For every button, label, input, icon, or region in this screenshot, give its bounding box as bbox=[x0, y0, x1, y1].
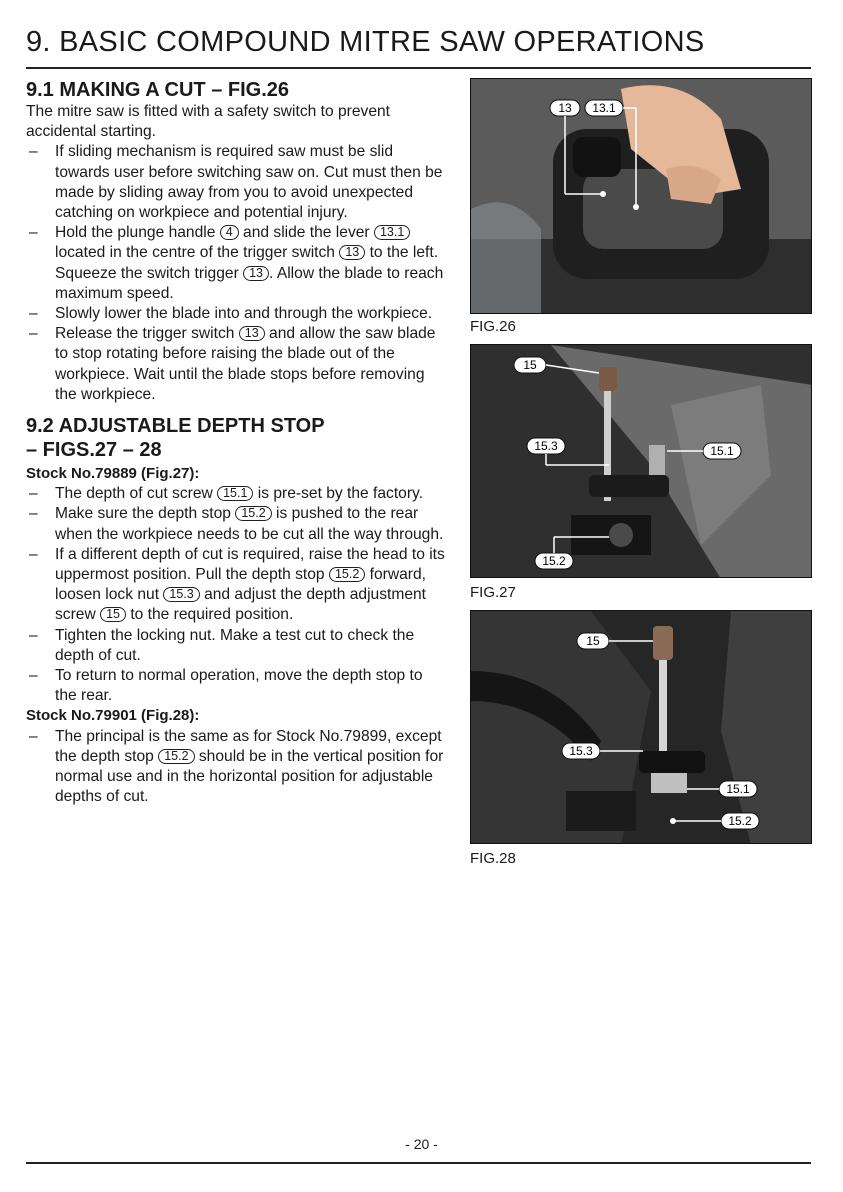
part-ref-badge: 15.1 bbox=[217, 486, 253, 501]
list-item bbox=[26, 666, 446, 706]
list-item bbox=[26, 223, 446, 263]
list-continuation bbox=[26, 264, 446, 304]
section-9-1-intro: The mitre saw is fitted with a safety switch to prevent accidental starting. bbox=[26, 103, 390, 141]
list-item bbox=[26, 324, 446, 405]
text-run: and slide the lever bbox=[243, 224, 370, 242]
list-item bbox=[26, 304, 446, 324]
part-ref-badge: 13 bbox=[239, 326, 265, 341]
fig27-caption: FIG.27 bbox=[470, 584, 516, 601]
text-run: to the left. bbox=[369, 244, 439, 262]
callout-label: 15.3 bbox=[534, 439, 558, 453]
stock-79901-heading: Stock No.79901 (Fig.28): bbox=[26, 707, 200, 725]
list-item bbox=[26, 142, 446, 223]
fig27-photo bbox=[470, 344, 812, 578]
list-item-text: If sliding mechanism is required saw must be slid towards user before switching saw on. Cut must then be made by sliding away from you to avoid unexpected catching on workpiece and potential injury. bbox=[55, 143, 443, 222]
callout-label: 13.1 bbox=[592, 101, 616, 115]
page-title: 9. BASIC COMPOUND MITRE SAW OPERATIONS bbox=[26, 26, 705, 58]
text-run: The depth of cut screw bbox=[55, 485, 213, 503]
list-item bbox=[26, 626, 446, 666]
text-run: The principal is the same as for Stock No.79899, except the depth stop bbox=[55, 727, 442, 765]
list-item bbox=[26, 484, 446, 504]
text-run: If a different depth of cut is required, raise the head to its uppermost position. Pull the depth stop bbox=[55, 545, 445, 584]
text-run: Release the trigger switch bbox=[55, 325, 235, 343]
text-run: to the required position. bbox=[130, 606, 294, 624]
section-9-2-list bbox=[26, 484, 446, 706]
page-number: - 20 - bbox=[405, 1136, 438, 1152]
fig26-caption: FIG.26 bbox=[470, 318, 516, 335]
fig26-illustration bbox=[471, 79, 812, 314]
fig28-photo bbox=[470, 610, 812, 844]
part-ref-badge: 13 bbox=[339, 245, 365, 260]
text-run: Squeeze the switch trigger bbox=[55, 264, 239, 282]
text-run: and adjust the depth adjustment screw bbox=[55, 586, 426, 624]
section-9-1-list bbox=[26, 142, 446, 263]
text-run: Hold the plunge handle bbox=[55, 224, 216, 242]
heading-line: – FIGS.27 – 28 bbox=[26, 439, 162, 462]
section-9-2-list-b bbox=[26, 727, 446, 808]
text-run: and allow the saw blade to stop rotating before raising the blade out of the workpiece. Wait until the blade stops before removing the workpiece. bbox=[55, 325, 436, 403]
section-9-2-heading bbox=[26, 414, 446, 462]
fig26-photo bbox=[470, 78, 812, 314]
section-9-1-list-cont bbox=[26, 304, 446, 405]
callout-label: 15 bbox=[523, 358, 537, 372]
list-item bbox=[26, 545, 446, 626]
fig28-caption: FIG.28 bbox=[470, 850, 516, 867]
stock-79889-heading: Stock No.79889 (Fig.27): bbox=[26, 465, 200, 483]
list-item-text: To return to normal operation, move the depth stop to the rear. bbox=[55, 667, 423, 705]
text-run: is pushed to the rear when the workpiece needs to be cut all the way through. bbox=[55, 505, 444, 543]
callout-label: 15.2 bbox=[542, 554, 566, 568]
text-column bbox=[26, 78, 446, 808]
part-ref-badge: 15.3 bbox=[163, 587, 199, 602]
callout-label: 15.3 bbox=[569, 744, 593, 758]
callout-label: 15.1 bbox=[726, 782, 750, 796]
list-item-text: Tighten the locking nut. Make a test cut to check the depth of cut. bbox=[55, 626, 415, 664]
list-item bbox=[26, 727, 446, 808]
callout-label: 15 bbox=[586, 634, 600, 648]
part-ref-badge: 15 bbox=[100, 607, 126, 622]
text-run: is pre-set by the factory. bbox=[257, 485, 424, 503]
part-ref-badge: 15.2 bbox=[158, 749, 194, 764]
callout-label: 13 bbox=[558, 101, 572, 115]
text-run: Make sure the depth stop bbox=[55, 505, 231, 523]
part-ref-badge: 4 bbox=[220, 225, 239, 240]
title-divider bbox=[26, 67, 811, 69]
part-ref-badge: 13.1 bbox=[374, 225, 410, 240]
list-item bbox=[26, 504, 446, 544]
callout-label: 15.1 bbox=[710, 444, 734, 458]
fig28-illustration bbox=[471, 611, 812, 844]
text-run: located in the centre of the trigger switch bbox=[55, 244, 335, 262]
fig27-illustration bbox=[471, 345, 812, 578]
footer-divider bbox=[26, 1162, 811, 1164]
section-9-1-heading: 9.1 MAKING A CUT – FIG.26 bbox=[26, 79, 290, 101]
part-ref-badge: 13 bbox=[243, 266, 269, 281]
callout-label: 15.2 bbox=[728, 814, 752, 828]
heading-line: 9.2 ADJUSTABLE DEPTH STOP bbox=[26, 415, 325, 438]
text-run: . Allow the blade to reach maximum speed. bbox=[55, 264, 444, 302]
part-ref-badge: 15.2 bbox=[329, 567, 365, 582]
list-item-text: Slowly lower the blade into and through the workpiece. bbox=[55, 305, 433, 323]
text-run: forward, loosen lock nut bbox=[55, 566, 426, 604]
part-ref-badge: 15.2 bbox=[235, 506, 271, 521]
text-run: should be in the vertical position for normal use and in the horizontal position for adjustable depths of cut. bbox=[55, 747, 444, 806]
